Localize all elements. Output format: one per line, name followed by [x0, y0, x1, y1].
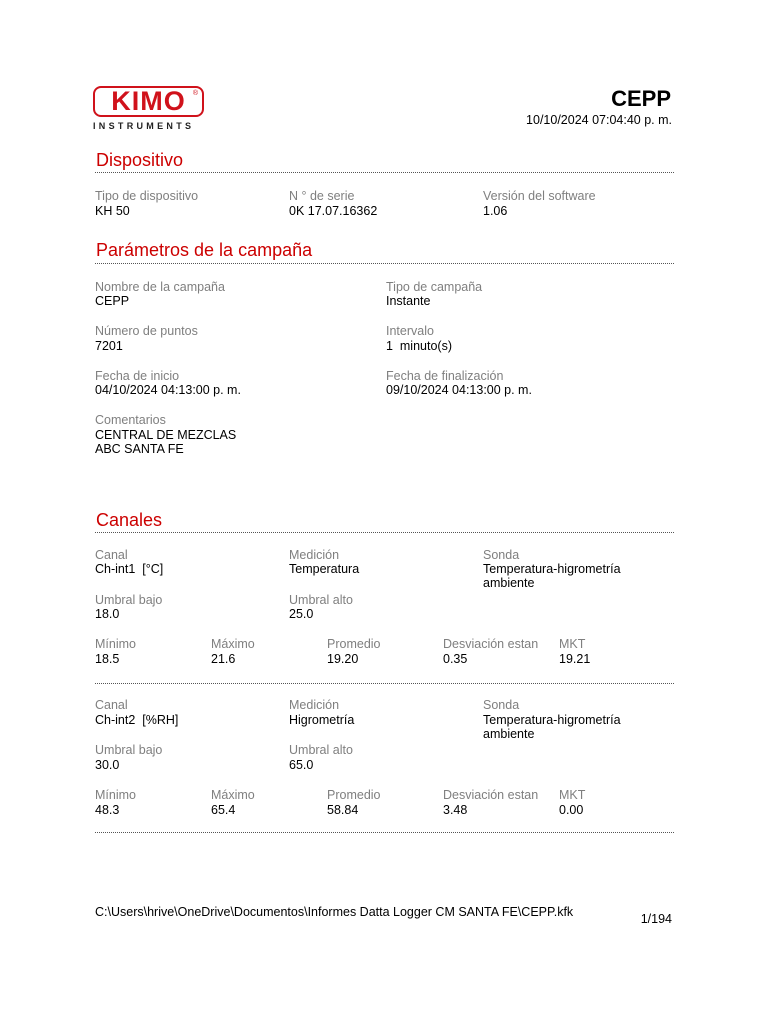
- campaign-name-label: Nombre de la campaña: [95, 280, 225, 294]
- measurement-label: Medición: [289, 548, 340, 562]
- max-label: Máximo: [211, 637, 255, 651]
- section-title-channels: Canales: [96, 510, 163, 530]
- measurement-value: Temperatura: [289, 562, 360, 576]
- average-value: 58.84: [327, 803, 359, 817]
- channel-label: Canal: [95, 548, 128, 562]
- min-value: 48.3: [95, 803, 120, 817]
- std-deviation-label: Desviación estan: [443, 637, 539, 651]
- channel-label: Canal: [95, 698, 128, 712]
- probe-value: Temperatura-higrometría: [483, 562, 621, 576]
- average-value: 19.20: [327, 652, 359, 666]
- campaign-type-value: Instante: [386, 294, 431, 308]
- device-type-value: KH 50: [95, 204, 130, 218]
- mkt-label: MKT: [559, 788, 586, 802]
- average-label: Promedio: [327, 788, 381, 802]
- campaign-name-value: CEPP: [95, 294, 130, 308]
- logo-registered-mark: ®: [192, 90, 198, 97]
- start-date-label: Fecha de inicio: [95, 369, 180, 383]
- probe-label: Sonda: [483, 698, 520, 712]
- points-count-label: Número de puntos: [95, 324, 198, 338]
- average-label: Promedio: [327, 637, 381, 651]
- high-threshold-label: Umbral alto: [289, 593, 353, 607]
- low-threshold-label: Umbral bajo: [95, 593, 163, 607]
- comments-line: ABC SANTA FE: [95, 442, 184, 456]
- max-label: Máximo: [211, 788, 255, 802]
- high-threshold-value: 25.0: [289, 607, 314, 621]
- channel-divider: [95, 683, 674, 684]
- campaign-type-label: Tipo de campaña: [386, 280, 483, 294]
- min-label: Mínimo: [95, 637, 136, 651]
- high-threshold-value: 65.0: [289, 758, 314, 772]
- end-date-label: Fecha de finalización: [386, 369, 504, 383]
- low-threshold-value: 30.0: [95, 758, 120, 772]
- std-deviation-value: 3.48: [443, 803, 468, 817]
- report-datetime: 10/10/2024 07:04:40 p. m.: [526, 113, 672, 127]
- start-date-value: 04/10/2024 04:13:00 p. m.: [95, 383, 241, 397]
- max-value: 65.4: [211, 803, 236, 817]
- measurement-value: Higrometría: [289, 713, 355, 727]
- probe-value: Temperatura-higrometría: [483, 713, 621, 727]
- max-value: 21.6: [211, 652, 236, 666]
- interval-label: Intervalo: [386, 324, 434, 338]
- channel-divider: [95, 832, 674, 833]
- comments-label: Comentarios: [95, 413, 166, 427]
- std-deviation-label: Desviación estan: [443, 788, 539, 802]
- mkt-label: MKT: [559, 637, 586, 651]
- software-version-label: Versión del software: [483, 189, 596, 203]
- channel-value: Ch-int1 [°C]: [95, 562, 164, 576]
- serial-number-label: N ° de serie: [289, 189, 355, 203]
- low-threshold-value: 18.0: [95, 607, 120, 621]
- software-version-value: 1.06: [483, 204, 508, 218]
- section-divider: [95, 172, 674, 173]
- file-path: C:\Users\hrive\OneDrive\Documentos\Informes Datta Logger CM SANTA FE\CEPP.kfk: [95, 905, 574, 919]
- comments-line: CENTRAL DE MEZCLAS: [95, 428, 237, 442]
- section-title-device: Dispositivo: [96, 150, 184, 170]
- logo-brand: KIMO: [111, 86, 186, 116]
- end-date-value: 09/10/2024 04:13:00 p. m.: [386, 383, 532, 397]
- probe-value: ambiente: [483, 576, 535, 590]
- probe-value: ambiente: [483, 727, 535, 741]
- high-threshold-label: Umbral alto: [289, 743, 353, 757]
- section-title-campaign: Parámetros de la campaña: [96, 240, 313, 260]
- min-label: Mínimo: [95, 788, 136, 802]
- low-threshold-label: Umbral bajo: [95, 743, 163, 757]
- logo-subtitle: INSTRUMENTS: [93, 121, 195, 131]
- std-deviation-value: 0.35: [443, 652, 468, 666]
- min-value: 18.5: [95, 652, 120, 666]
- page-number: 1/194: [640, 912, 672, 926]
- interval-value: 1 minuto(s): [386, 339, 452, 353]
- serial-number-value: 0K 17.07.16362: [289, 204, 378, 218]
- channel-value: Ch-int2 [%RH]: [95, 713, 179, 727]
- section-divider: [95, 263, 674, 264]
- points-count-value: 7201: [95, 339, 123, 353]
- mkt-value: 19.21: [559, 652, 591, 666]
- device-type-label: Tipo de dispositivo: [95, 189, 199, 203]
- measurement-label: Medición: [289, 698, 340, 712]
- kimo-logo: [93, 86, 204, 117]
- report-title: CEPP: [611, 86, 671, 111]
- probe-label: Sonda: [483, 548, 520, 562]
- mkt-value: 0.00: [559, 803, 584, 817]
- section-divider: [95, 532, 674, 533]
